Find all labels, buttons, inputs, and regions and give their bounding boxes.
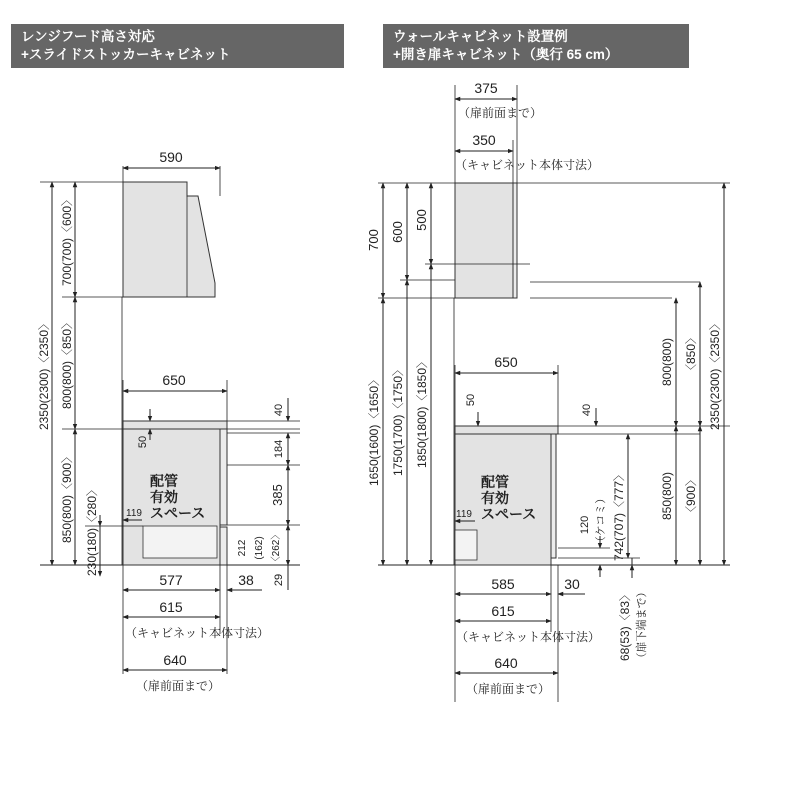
right-note-body: （キャビネット本体寸法） — [455, 630, 601, 644]
right-piping-box — [455, 530, 477, 560]
left-dim-640: 640 — [163, 652, 187, 668]
left-dim-184: 184 — [273, 439, 285, 459]
right-dim-585: 585 — [491, 576, 515, 592]
left-note-body: （キャビネット本体寸法） — [124, 626, 270, 640]
right-dim-350: 350 — [472, 132, 496, 148]
right-dim-700: 700 — [366, 229, 381, 251]
right-dim-615: 615 — [491, 603, 515, 619]
header-left-line1: レンジフード高さ対応 — [21, 29, 155, 44]
left-piping-label-3: スペース — [150, 505, 206, 521]
left-dim-615: 615 — [159, 599, 183, 615]
left-piping-label-1: 配管 — [150, 473, 178, 489]
left-dim-38: 38 — [238, 572, 254, 588]
right-piping-label-1: 配管 — [481, 474, 509, 490]
left-dim-floor: 850(800)〈900〉 — [60, 450, 74, 544]
left-dim-230: 230(180)〈280〉 — [85, 483, 99, 577]
header-right-line1: ウォールキャビネット設置例 — [393, 29, 568, 44]
left-dim-40: 40 — [273, 403, 285, 417]
right-dim-650: 650 — [494, 354, 518, 370]
left-dim-385: 385 — [270, 484, 285, 506]
left-upper-drawer-front — [220, 429, 227, 525]
right-dim-900: 〈900〉 — [684, 473, 698, 519]
left-dim-590: 590 — [159, 149, 183, 165]
right-dim-850: 850(800) — [660, 471, 674, 521]
left-dim-total: 2350(2300)〈2350〉 — [37, 317, 51, 431]
right-wall-cabinet-door — [513, 183, 517, 298]
left-note-door: （扉前面まで） — [135, 679, 221, 693]
left-countertop — [123, 421, 227, 429]
right-note-door-top: （扉前面まで） — [457, 106, 543, 120]
left-piping-box — [143, 526, 217, 558]
right-drawing — [366, 80, 730, 702]
right-wall-cabinet — [455, 183, 513, 298]
left-dim-577: 577 — [159, 572, 183, 588]
left-range-hood — [123, 182, 215, 297]
header-left-line2: +スライドストッカーキャビネット — [21, 47, 231, 62]
left-dim-162: (162) — [254, 536, 265, 560]
left-dim-119: 119 — [126, 508, 142, 519]
right-note-door: （扉前面まで） — [465, 682, 551, 696]
left-dim-212: 212 — [237, 539, 248, 557]
right-dim-600: 600 — [390, 221, 405, 243]
left-lower-drawer-front — [220, 527, 227, 565]
right-dim-1750: 1750(1700)〈1750〉 — [391, 363, 405, 477]
left-dim-hood: 700(700)〈600〉 — [60, 193, 74, 287]
left-dim-mid: 800(800)〈850〉 — [60, 316, 74, 410]
right-dim-850b: 〈850〉 — [684, 331, 698, 377]
left-dim-50: 50 — [137, 435, 149, 449]
right-dim-120: 120 — [579, 515, 591, 535]
right-piping-label-2: 有効 — [481, 490, 509, 506]
right-dim-30: 30 — [564, 576, 580, 592]
right-countertop — [455, 426, 558, 434]
right-dim-1850: 1850(1800)〈1850〉 — [415, 355, 429, 469]
right-note-body-top: （キャビネット本体寸法） — [454, 158, 600, 172]
right-dim-500: 500 — [414, 209, 429, 231]
right-note-door-bottom: （扉下端まで） — [636, 586, 648, 664]
right-dim-742: 742(707)〈777〉 — [612, 468, 626, 562]
right-dim-119: 119 — [456, 509, 472, 520]
right-base-door — [551, 434, 556, 558]
right-dim-50: 50 — [465, 393, 477, 407]
right-dim-640: 640 — [494, 655, 518, 671]
right-dim-68: 68(53)〈83〉 — [618, 588, 632, 662]
right-kekomi: （ケコミ） — [595, 492, 607, 548]
right-dim-375: 375 — [474, 80, 498, 96]
left-piping-label-2: 有効 — [150, 489, 178, 505]
left-dim-650: 650 — [162, 372, 186, 388]
left-dim-262: 〈262〉 — [271, 529, 282, 567]
right-dim-1650: 1650(1600)〈1650〉 — [367, 373, 381, 487]
right-dim-2350: 2350(2300)〈2350〉 — [708, 317, 722, 431]
right-dim-40: 40 — [581, 403, 593, 417]
right-piping-label-3: スペース — [481, 506, 537, 522]
left-drawing — [37, 149, 300, 693]
right-dim-800: 800(800) — [660, 337, 674, 387]
left-dim-29: 29 — [273, 573, 285, 587]
header-right-line2: +開き扉キャビネット（奥行 65 cm） — [393, 47, 619, 62]
